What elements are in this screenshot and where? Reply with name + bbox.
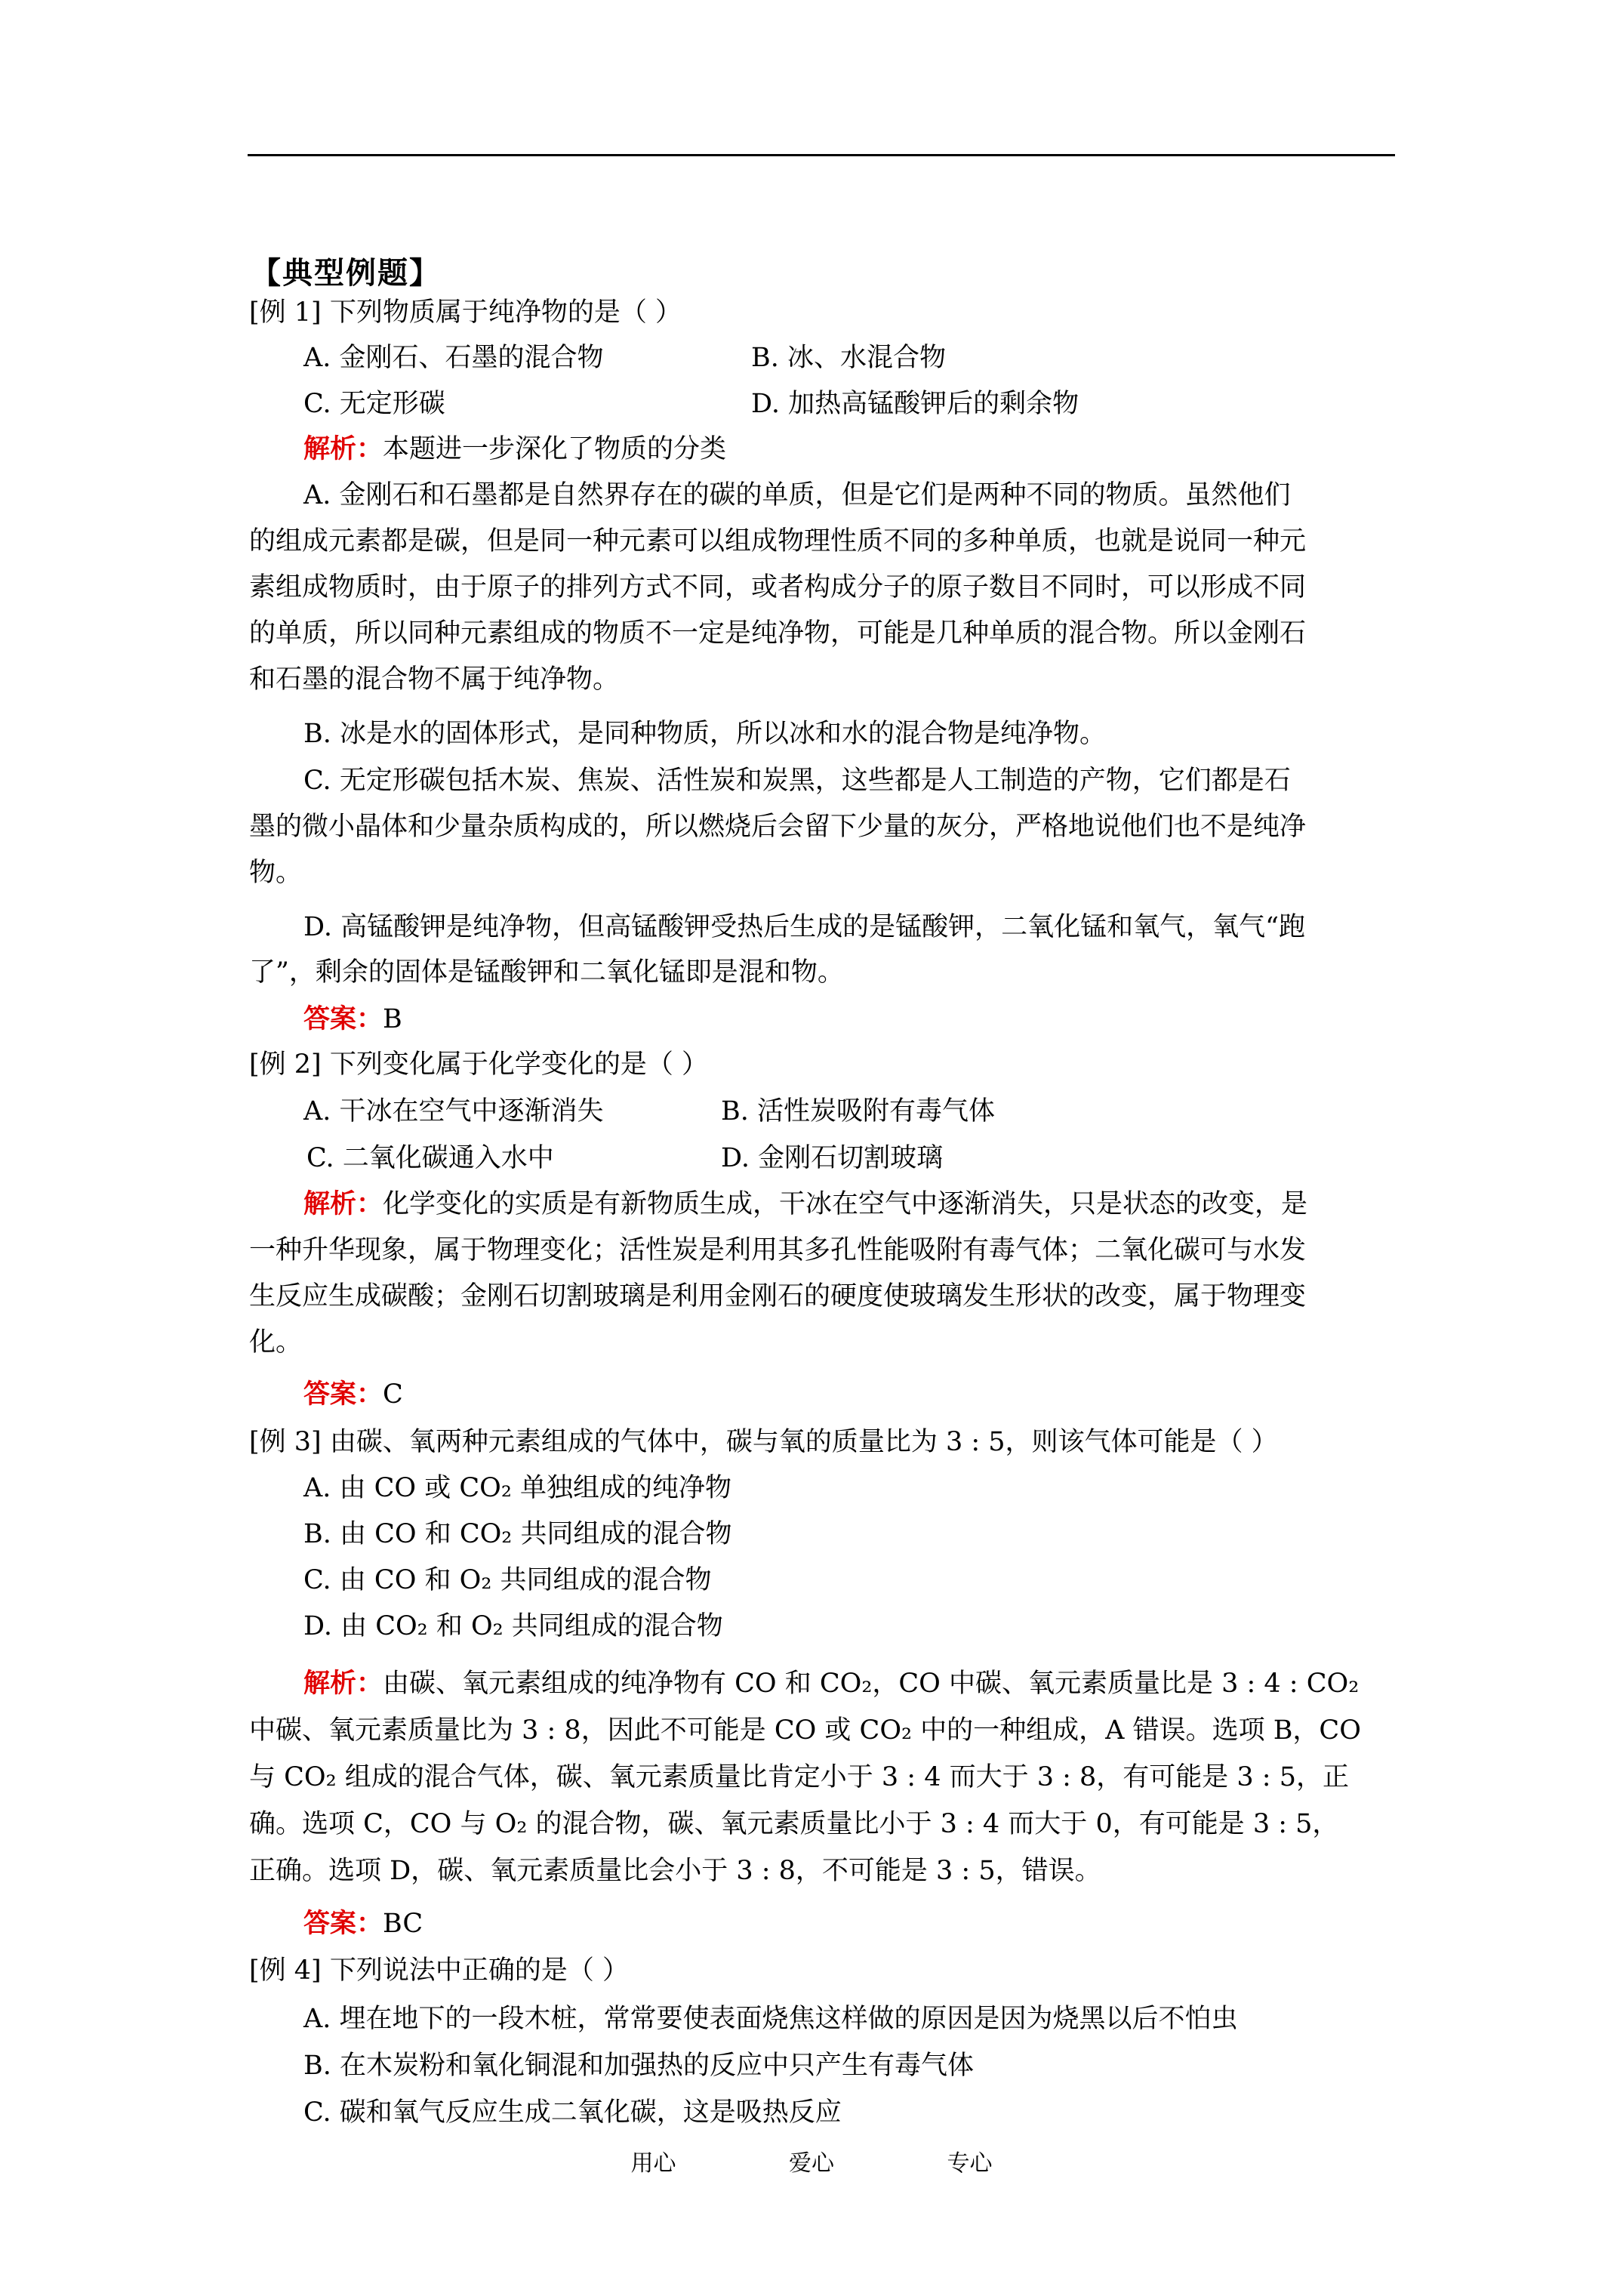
example-1-option-d: D. 加热高锰酸钾后的剩余物 [751,389,1079,419]
example-1-para-c-line: C. 无定形碳包括木炭、焦炭、活性炭和炭黑，这些都是人工制造的产物，它们都是石 [303,766,1291,796]
answer-label: 答案： [303,1003,383,1034]
example-3-option-b: B. 由 CO 和 CO₂ 共同组成的混合物 [303,1519,732,1549]
answer-value: C [383,1379,403,1410]
answer-value: B [383,1004,402,1034]
example-1-answer [303,1003,402,1036]
example-2-question: [例 2] 下列变化属于化学变化的是（ ） [249,1049,708,1080]
example-2-option-b: B. 活性炭吸附有毒气体 [721,1096,995,1126]
example-1-analysis [303,433,726,466]
example-1-para-a-line: 的组成元素都是碳，但是同一种元素可以组成物理性质不同的多种单质，也就是说同一种元 [249,526,1307,556]
answer-label: 答案： [303,1908,383,1939]
example-4-question: [例 4] 下列说法中正确的是（ ） [249,1955,629,1986]
footer-text: 爱心 [789,2150,834,2177]
footer-text: 专心 [947,2150,993,2177]
example-1-para-d-line: D. 高锰酸钾是纯净物，但高锰酸钾受热后生成的是锰酸钾，二氧化锰和氧气，氧气“跑 [303,912,1305,942]
example-3-question: [例 3] 由碳、氧两种元素组成的气体中，碳与氧的质量比为 3 : 5，则该气体可能是（ ） [249,1427,1278,1457]
analysis-label: 解析： [303,433,383,464]
example-1-para-c-line: 墨的微小晶体和少量杂质构成的，所以燃烧后会留下少量的灰分，严格地说他们也不是纯净 [249,812,1307,842]
answer-label: 答案： [303,1379,383,1410]
example-2-option-a: A. 干冰在空气中逐渐消失 [303,1096,604,1126]
analysis-label: 解析： [303,1668,383,1699]
header-rule [248,154,1395,156]
example-2-option-d: D. 金刚石切割玻璃 [721,1143,944,1173]
example-3-option-a: A. 由 CO 或 CO₂ 单独组成的纯净物 [303,1473,732,1503]
example-3-answer [303,1907,423,1940]
example-2-analysis-line: 一种升华现象，属于物理变化；活性炭是利用其多孔性能吸附有毒气体；二氧化碳可与水发 [249,1235,1307,1265]
section-heading: 【典型例题】 [251,255,441,291]
example-1-para-b: B. 冰是水的固体形式，是同种物质，所以冰和水的混合物是纯净物。 [303,719,1106,749]
footer-text: 用心 [630,2150,676,2177]
example-3-analysis-line: 中碳、氧元素质量比为 3 : 8，因此不可能是 CO 或 CO₂ 中的一种组成，A 错误。选项 B，CO [249,1715,1361,1746]
analysis-label: 解析： [303,1188,383,1219]
analysis-text: 化学变化的实质是有新物质生成，干冰在空气中逐渐消失，只是状态的改变，是 [383,1189,1308,1219]
example-1-option-b: B. 冰、水混合物 [751,343,946,373]
example-1-para-d-line: 了”，剩余的固体是锰酸钾和二氧化锰即是混和物。 [249,957,844,988]
example-4-option-c: C. 碳和氧气反应生成二氧化碳，这是吸热反应 [303,2097,842,2128]
example-3-analysis-line: 确。选项 C，CO 与 O₂ 的混合物，碳、氧元素质量比小于 3 : 4 而大于 0，有可能是 3 : 5， [249,1809,1339,1839]
page-footer [0,2144,1623,2177]
example-1-para-a-line: 素组成物质时，由于原子的排列方式不同，或者构成分子的原子数目不同时，可以形成不同 [249,572,1307,603]
example-1-para-a-line: A. 金刚石和石墨都是自然界存在的碳的单质，但是它们是两种不同的物质。虽然他们 [303,480,1291,510]
analysis-text: 由碳、氧元素组成的纯净物有 CO 和 CO₂，CO 中碳、氧元素质量比是 3 : 4 : CO₂ [383,1669,1360,1699]
example-3-option-d: D. 由 CO₂ 和 O₂ 共同组成的混合物 [303,1611,723,1641]
example-3-analysis-line: 正确。选项 D，碳、氧元素质量比会小于 3 : 8，不可能是 3 : 5，错误。 [249,1856,1101,1886]
answer-value: BC [383,1909,423,1939]
example-1-option-c: C. 无定形碳 [303,389,445,419]
example-2-analysis-line: 生反应生成碳酸；金刚石切割玻璃是利用金刚石的硬度使玻璃发生形状的改变，属于物理变 [249,1281,1307,1311]
example-2-option-c: C. 二氧化碳通入水中 [306,1143,554,1173]
example-3-analysis [303,1667,1359,1700]
example-2-analysis-line: 化。 [249,1327,303,1358]
example-1-para-a-line: 的单质，所以同种元素组成的物质不一定是纯净物，可能是几种单质的混合物。所以金刚石 [249,618,1307,649]
example-1-para-a-line: 和石墨的混合物不属于纯净物。 [249,664,620,695]
example-2-analysis [303,1188,1307,1221]
example-4-option-b: B. 在木炭粉和氧化铜混和加强热的反应中只产生有毒气体 [303,2051,974,2081]
example-3-option-c: C. 由 CO 和 O₂ 共同组成的混合物 [303,1565,712,1595]
example-2-answer [303,1378,403,1411]
example-3-analysis-line: 与 CO₂ 组成的混合气体，碳、氧元素质量比肯定小于 3 : 4 而大于 3 : 8，有可能是 3 : 5，正 [249,1762,1349,1792]
example-1-question: [例 1] 下列物质属于纯净物的是（ ） [249,297,682,328]
example-1-option-a: A. 金刚石、石墨的混合物 [303,343,604,373]
example-4-option-a: A. 埋在地下的一段木桩，常常要使表面烧焦这样做的原因是因为烧黑以后不怕虫 [303,2004,1238,2034]
analysis-text: 本题进一步深化了物质的分类 [383,434,727,464]
example-1-para-c-line: 物。 [249,858,303,888]
